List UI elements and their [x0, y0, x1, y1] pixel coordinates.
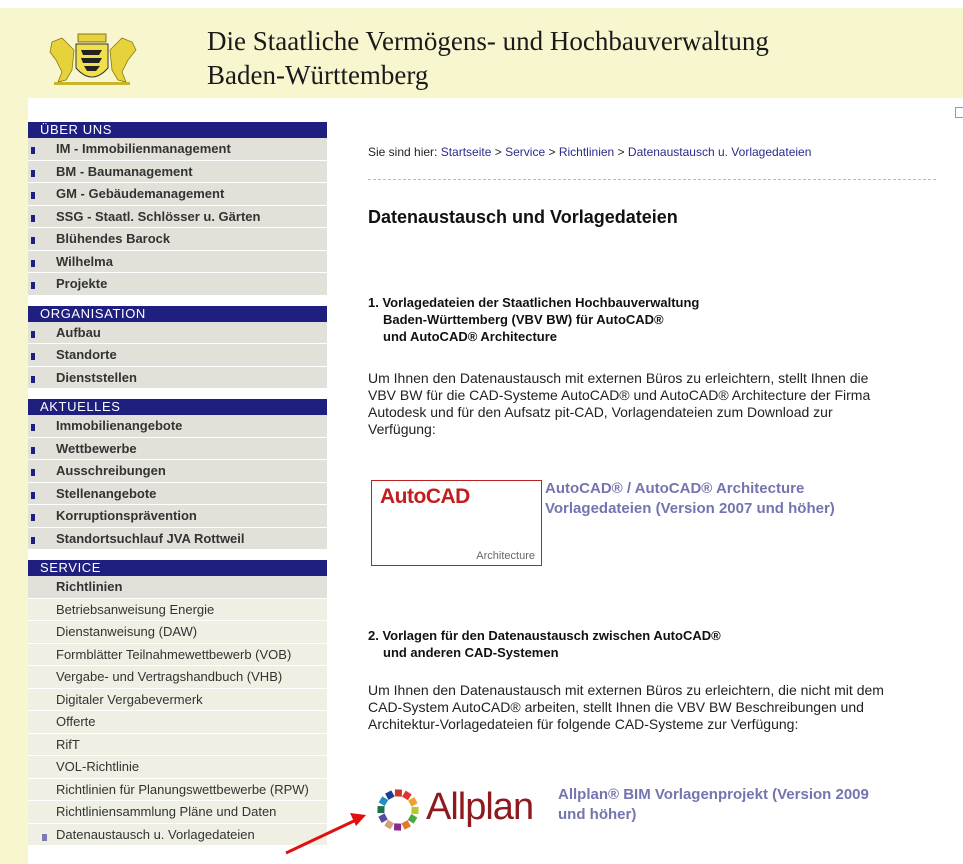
autocad-architecture-logo[interactable] [371, 480, 542, 566]
link-line: Vorlagedateien (Version 2007 und höher) [545, 500, 835, 517]
nav-item[interactable] [28, 206, 327, 229]
section2-heading [368, 627, 721, 661]
page-title: Datenaustausch und Vorlagedateien [368, 207, 678, 227]
coat-of-arms-icon [44, 30, 140, 88]
nav-item-label: Standortsuchlauf JVA Rottweil [56, 530, 245, 546]
link-line: und höher) [558, 806, 637, 823]
nav-item-label: Wilhelma [56, 253, 113, 269]
site-title-line1: Die Staatliche Vermögens- und Hochbauverwaltung [207, 26, 769, 56]
nav-item-label: Wettbewerbe [56, 440, 137, 456]
allplan-ring-segment [379, 796, 389, 806]
sidebar-nav [28, 122, 327, 856]
site-title-line2: Baden-Württemberg [207, 60, 429, 90]
nav-heading[interactable]: ÜBER UNS [28, 122, 327, 138]
section1-heading [368, 294, 699, 345]
bullet-icon [31, 260, 35, 267]
nav-item[interactable] [28, 251, 327, 274]
allplan-ring-segment [377, 806, 384, 813]
nav-item[interactable] [28, 322, 327, 345]
allplan-ring-segment [394, 823, 401, 830]
sub-nav-item-label: Datenaustausch u. Vorlagedateien [56, 826, 255, 842]
allplan-ring-segment [408, 797, 417, 806]
sub-nav-item-current[interactable] [28, 824, 327, 847]
nav-item[interactable] [28, 483, 327, 506]
section2-paragraph [368, 682, 938, 733]
allplan-ring-segment [384, 820, 394, 830]
bullet-icon [31, 282, 35, 289]
sub-nav-item[interactable]: Digitaler Vergabevermerk [28, 689, 327, 712]
nav-heading[interactable]: AKTUELLES [28, 399, 327, 415]
nav-item-label: Immobilienangebote [56, 418, 183, 433]
bullet-icon [31, 376, 35, 383]
allplan-ring-segment [395, 789, 402, 796]
left-margin-strip [0, 98, 28, 864]
allplan-ring-segment [378, 813, 387, 822]
nav-item[interactable] [28, 161, 327, 184]
nav-heading[interactable]: SERVICE [28, 560, 327, 576]
bullet-icon [31, 447, 35, 454]
nav-item-label: GM - Gebäudemanagement [56, 186, 225, 201]
allplan-templates-link[interactable] [558, 785, 869, 825]
nav-item[interactable] [28, 344, 327, 367]
allplan-ring-icon [374, 786, 422, 834]
breadcrumb-prefix: Sie sind hier: [368, 145, 438, 159]
bullet-icon [31, 170, 35, 177]
link-line: Allplan® BIM Vorlagenprojekt (Version 2009 [558, 786, 869, 803]
site-header [0, 8, 963, 98]
section1-heading-line1: 1. Vorlagedateien der Staatlichen Hochbauverwaltung [368, 295, 700, 310]
bullet-icon [31, 215, 35, 222]
breadcrumb-link-current[interactable]: Datenaustausch u. Vorlagedateien [627, 145, 812, 159]
autocad-logo-sub: Architecture [476, 550, 535, 562]
bullet-icon [31, 353, 35, 360]
nav-group-organisation [28, 306, 327, 390]
breadcrumb-link-service[interactable]: Service [505, 145, 546, 159]
allplan-logo-brand: Allplan [426, 786, 534, 828]
nav-item-label: Korruptionsprävention [56, 508, 197, 523]
nav-group-service [28, 560, 327, 846]
breadcrumb-link-richtlinien[interactable]: Richtlinien [558, 145, 615, 159]
dashed-divider [368, 179, 936, 180]
nav-item-label: Blühendes Barock [56, 231, 171, 246]
bullet-icon [31, 237, 35, 244]
nav-group-ueber-uns [28, 122, 327, 296]
breadcrumb-separator: > [617, 145, 625, 159]
bullet-icon [31, 424, 35, 431]
nav-item[interactable] [28, 228, 327, 251]
nav-item-label: IM - Immobilienmanagement [56, 141, 231, 156]
site-title [207, 24, 769, 92]
allplan-ring-segment [411, 807, 418, 814]
paragraph-line: Autodesk und für den Aufsatz pit-CAD, Vorlagendateien zum Download zur [368, 404, 833, 420]
bullet-icon [31, 469, 35, 476]
nav-item[interactable] [28, 415, 327, 438]
current-page-marker-icon [42, 834, 47, 841]
nav-item-label: Dienststellen [56, 369, 137, 385]
nav-item-richtlinien[interactable]: Richtlinien [28, 576, 327, 599]
breadcrumb-separator: > [494, 145, 502, 159]
sub-nav-item[interactable]: VOL-Richtlinie [28, 756, 327, 779]
nav-item[interactable] [28, 273, 327, 296]
section2-heading-line2: und anderen CAD-Systemen [383, 645, 559, 660]
sub-nav-item[interactable]: RifT [28, 734, 327, 757]
nav-item[interactable] [28, 367, 327, 390]
autocad-templates-link[interactable] [545, 479, 835, 519]
section2-heading-line1: 2. Vorlagen für den Datenaustausch zwischen AutoCAD® [368, 628, 721, 643]
allplan-ring-segment [385, 790, 394, 799]
nav-heading[interactable]: ORGANISATION [28, 306, 327, 322]
nav-item-label: Stellenangebote [56, 485, 157, 501]
sub-nav-list [28, 599, 327, 847]
sub-nav-item[interactable]: Offerte [28, 711, 327, 734]
allplan-ring-segment [401, 820, 410, 829]
sub-nav-item[interactable]: Dienstanweisung (DAW) [28, 621, 327, 644]
paragraph-line: Architektur-Vorlagedateien für folgende CAD-Systeme zur Verfügung: [368, 716, 799, 732]
section1-heading-line2: Baden-Württemberg (VBV BW) für AutoCAD® [383, 312, 664, 327]
expand-icon[interactable] [955, 107, 963, 118]
bullet-icon [31, 537, 35, 544]
nav-item[interactable] [28, 528, 327, 551]
nav-item-label: Standorte [56, 347, 117, 362]
sub-nav-item[interactable]: Betriebsanweisung Energie [28, 599, 327, 622]
nav-item[interactable] [28, 183, 327, 206]
breadcrumb [368, 145, 811, 159]
paragraph-line: Um Ihnen den Datenaustausch mit externen Büros zu erleichtern, stellt Ihnen die [368, 370, 869, 386]
nav-item-label: Projekte [56, 276, 108, 291]
bullet-icon [31, 147, 35, 154]
paragraph-line: Um Ihnen den Datenaustausch mit externen Büros zu erleichtern, die nicht mit dem [368, 682, 884, 698]
breadcrumb-separator: > [548, 145, 556, 159]
paragraph-line: Verfügung: [368, 421, 436, 437]
bullet-icon [31, 331, 35, 338]
allplan-ring-segment [402, 791, 412, 801]
nav-item-label: Aufbau [56, 324, 101, 340]
nav-item[interactable] [28, 460, 327, 483]
nav-group-aktuelles [28, 399, 327, 550]
nav-item-label: SSG - Staatl. Schlösser u. Gärten [56, 208, 261, 224]
allplan-logo[interactable] [374, 784, 536, 836]
autocad-logo-brand: AutoCAD [380, 485, 470, 508]
nav-item[interactable] [28, 138, 327, 161]
nav-item[interactable] [28, 438, 327, 461]
nav-item[interactable] [28, 505, 327, 528]
sub-nav-item[interactable]: Richtliniensammlung Pläne und Daten [28, 801, 327, 824]
paragraph-line: CAD-System AutoCAD® arbeiten, stellt Ihnen die VBV BW Beschreibungen und [368, 699, 864, 715]
sub-nav-item[interactable]: Richtlinien für Planungswettbewerbe (RPW) [28, 779, 327, 802]
bullet-icon [31, 514, 35, 521]
nav-item-label: Ausschreibungen [56, 463, 166, 478]
nav-item-label: BM - Baumanagement [56, 163, 193, 179]
section1-heading-line3: und AutoCAD® Architecture [383, 329, 558, 344]
allplan-ring-segment [408, 814, 418, 824]
paragraph-line: VBV BW für die CAD-Systeme AutoCAD® und AutoCAD® Architecture der Firma [368, 387, 871, 403]
sub-nav-item[interactable]: Formblätter Teilnahmewettbewerb (VOB) [28, 644, 327, 667]
link-line: AutoCAD® / AutoCAD® Architecture [545, 480, 805, 497]
section1-paragraph [368, 370, 938, 438]
sub-nav-item[interactable]: Vergabe- und Vertragshandbuch (VHB) [28, 666, 327, 689]
breadcrumb-link-startseite[interactable]: Startseite [440, 145, 492, 159]
bullet-icon [31, 192, 35, 199]
bullet-icon [31, 492, 35, 499]
